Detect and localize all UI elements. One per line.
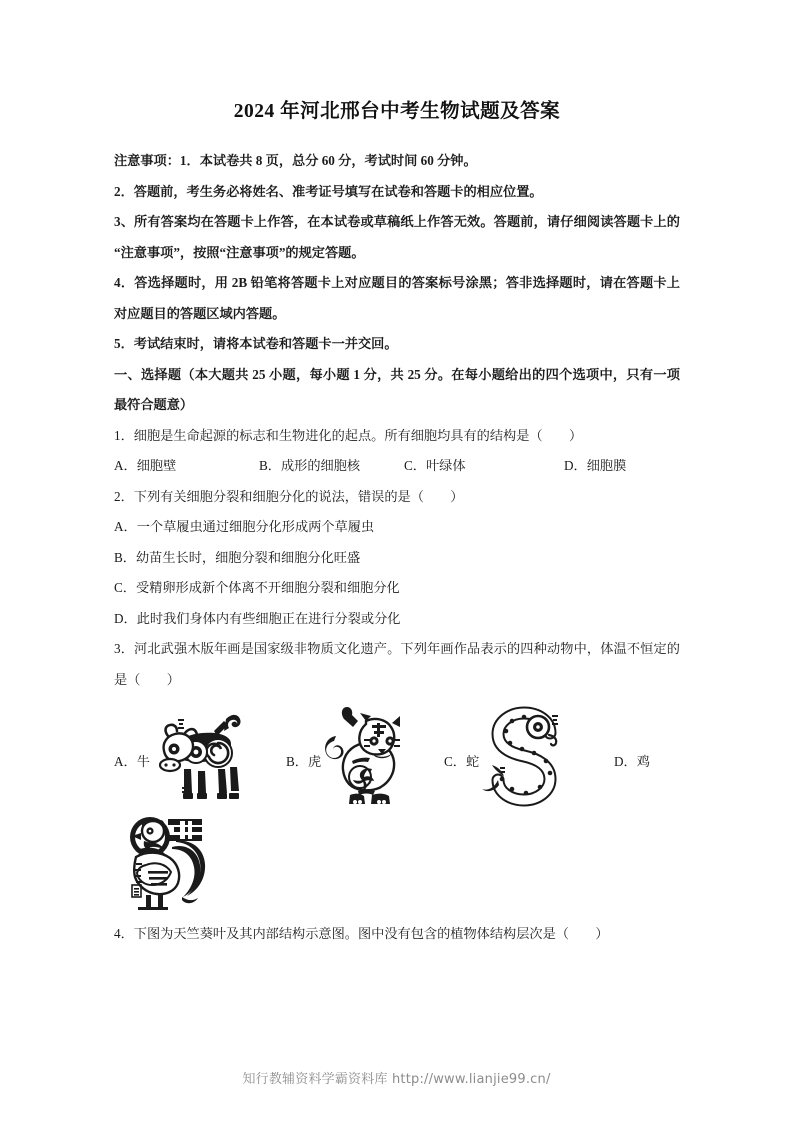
option-letter: B．: [286, 754, 308, 770]
question-4-text: 下图为天竺葵叶及其内部结构示意图。图中没有包含的植物体结构层次是（ ）: [133, 926, 609, 942]
question-3-option-a[interactable]: [114, 755, 150, 768]
option-letter: A．: [114, 754, 137, 770]
option-text: 成形的细胞核: [280, 458, 361, 474]
option-letter: A．: [114, 519, 137, 535]
option-letter: D．: [614, 754, 637, 770]
question-2: [114, 482, 680, 635]
notice-item-4: 4．答选择题时，用 2B 铅笔将答题卡上对应题目的答案标号涂黑；答非选择题时，请在答题卡上对应题目的答题区域内答题。: [114, 275, 680, 321]
question-2-number: 2．: [114, 488, 134, 504]
question-3-stem: [114, 634, 680, 695]
option-letter: D．: [564, 458, 587, 474]
question-2-stem: [114, 482, 680, 513]
tiger-woodblock-print-image: [322, 703, 410, 809]
question-3-option-d-figure-row: [114, 813, 680, 919]
option-letter: C．: [114, 580, 136, 596]
option-text: 一个草履虫通过细胞分化形成两个草履虫: [136, 519, 375, 535]
option-text: 牛: [136, 754, 150, 770]
question-1-options: [114, 451, 680, 482]
question-1: [114, 421, 680, 482]
question-3-option-b[interactable]: [286, 755, 321, 768]
question-4: [114, 919, 680, 950]
question-3-text: 河北武强木版年画是国家级非物质文化遗产。下列年画作品表示的四种动物中，体温不恒定的是（ ）: [114, 641, 680, 687]
option-letter: C．: [444, 754, 466, 770]
question-3-options-row: [114, 699, 680, 811]
question-1-option-c[interactable]: [404, 451, 466, 482]
question-4-stem: [114, 919, 680, 950]
option-text: 叶绿体: [425, 458, 466, 474]
section-heading-multiple-choice: 一、选择题（本大题共 25 小题，每小题 1 分，共 25 分。在每小题给出的四个选项中，只有一项最符合题意）: [114, 366, 680, 413]
question-4-number: 4．: [114, 926, 134, 942]
notice-item-2: 2．答题前，考生务必将姓名、准考证号填写在试卷和答题卡的相应位置。: [114, 183, 543, 199]
question-3: [114, 634, 680, 919]
notice-item-5: 5．考试结束时，请将本试卷和答题卡一并交回。: [114, 336, 398, 352]
option-text: 细胞壁: [136, 458, 177, 474]
question-3-option-c[interactable]: [444, 755, 479, 768]
option-letter: B．: [259, 458, 281, 474]
option-text: 虎: [307, 754, 322, 770]
option-letter: A．: [114, 458, 137, 474]
question-1-option-b[interactable]: [259, 451, 360, 482]
question-1-option-d[interactable]: [564, 451, 626, 482]
notice-item-1: 注意事项：1．本试卷共 8 页，总分 60 分，考试时间 60 分钟。: [114, 153, 477, 169]
question-3-option-d[interactable]: [614, 755, 650, 768]
page-content: [114, 0, 680, 950]
option-text: 鸡: [636, 754, 650, 770]
footer-watermark: 知行教辅资料学霸资料库 http://www.lianjie99.cn/: [242, 1072, 551, 1087]
question-1-text: 细胞是生命起源的标志和生物进化的起点。所有细胞均具有的结构是（ ）: [133, 427, 583, 443]
question-1-option-a[interactable]: [114, 451, 176, 482]
option-letter: D．: [114, 610, 137, 626]
question-2-text: 下列有关细胞分裂和细胞分化的说法，错误的是（ ）: [133, 488, 464, 504]
option-letter: C．: [404, 458, 426, 474]
rooster-woodblock-print-image: [124, 813, 212, 913]
question-1-stem: [114, 421, 680, 452]
exam-notice-block: [114, 146, 680, 360]
question-2-option-d[interactable]: [114, 604, 680, 635]
option-text: 受精卵形成新个体离不开细胞分裂和细胞分化: [135, 580, 400, 596]
page-title: 2024 年河北邢台中考生物试题及答案: [233, 101, 561, 122]
question-2-option-c[interactable]: [114, 573, 680, 604]
question-2-option-b[interactable]: [114, 543, 680, 574]
notice-item-3: 3、所有答案均在答题卡上作答，在本试卷或草稿纸上作答无效。答题前，请仔细阅读答题卡上的“注意事项”，按照“注意事项”的规定答题。: [114, 214, 680, 260]
option-text: 此时我们身体内有些细胞正在进行分裂或分化: [136, 610, 401, 626]
question-1-number: 1．: [114, 427, 134, 443]
option-text: 蛇: [465, 754, 480, 770]
ox-woodblock-print-image: [152, 703, 248, 807]
question-3-number: 3．: [114, 641, 135, 657]
option-text: 细胞膜: [586, 458, 627, 474]
question-2-option-a[interactable]: [114, 512, 680, 543]
snake-woodblock-print-image: [476, 703, 576, 811]
option-letter: B．: [114, 549, 136, 565]
option-text: 幼苗生长时，细胞分裂和细胞分化旺盛: [135, 549, 361, 565]
